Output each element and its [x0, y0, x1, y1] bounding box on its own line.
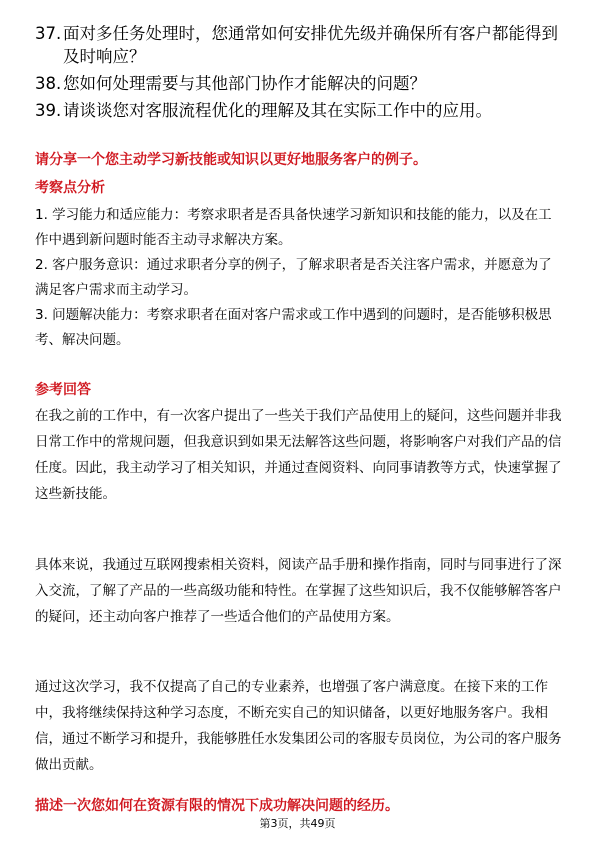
answer-paragraph: 具体来说，我通过互联网搜索相关资料，阅读产品手册和操作指南，同时与同事进行了深入交流，了解了产品的一些高级功能和特性。在掌握了这些知识后，我不仅能够解答客户的疑问，还主动向客户推荐了一些适合他们的产品使用方案。 — [35, 557, 562, 625]
question-text: 请谈谈您对客服流程优化的理解及其在实际工作中的应用。 — [63, 101, 492, 120]
answer-paragraph: 通过这次学习，我不仅提高了自己的专业素养，也增强了客户满意度。在接下来的工作中，我将继续保持这种学习态度，不断充实自己的知识储备，以更好地服务客户。我相信，通过不断学习和提升，我能够胜任水发集团公司的客服专员岗位，为公司的客户服务做出贡献。 — [35, 679, 562, 773]
question-number: 39. — [35, 101, 62, 120]
analysis-list — [35, 203, 565, 353]
question-text: 面对多任务处理时，您通常如何安排优先级并确保所有客户都能得到及时响应？ — [63, 24, 558, 66]
analysis-item: 2. 客户服务意识：通过求职者分享的例子，了解求职者是否关注客户需求，并愿意为了满足客户需求而主动学习。 — [35, 257, 552, 298]
analysis-heading: 考察点分析 — [35, 180, 105, 196]
answer-heading: 参考回答 — [35, 382, 91, 398]
question-item — [35, 99, 565, 122]
question-item — [35, 72, 565, 95]
question-number: 38. — [35, 74, 62, 93]
question-text: 您如何处理需要与其他部门协作才能解决的问题？ — [63, 74, 426, 93]
analysis-item: 1. 学习能力和适应能力：考察求职者是否具备快速学习新知识和技能的能力，以及在工作中遇到新问题时能否主动寻求解决方案。 — [35, 207, 552, 248]
section-title: 请分享一个您主动学习新技能或知识以更好地服务客户的例子。 — [35, 152, 427, 168]
page-footer: 第3页，共49页 — [259, 817, 336, 830]
next-question-title: 描述一次您如何在资源有限的情况下成功解决问题的经历。 — [35, 798, 399, 814]
answer-paragraph: 在我之前的工作中，有一次客户提出了一些关于我们产品使用上的疑问，这些问题并非我日常工作中的常规问题，但我意识到如果无法解答这些问题，将影响客户对我们产品的信任度。因此，我主动学习了相关知识，并通过查阅资料、向同事请教等方式，快速掌握了这些新技能。 — [35, 408, 562, 502]
question-item — [35, 22, 565, 68]
question-list — [35, 22, 565, 126]
analysis-item: 3. 问题解决能力：考察求职者在面对客户需求或工作中遇到的问题时，是否能够积极思考、解决问题。 — [35, 307, 552, 348]
question-number: 37. — [35, 24, 62, 43]
